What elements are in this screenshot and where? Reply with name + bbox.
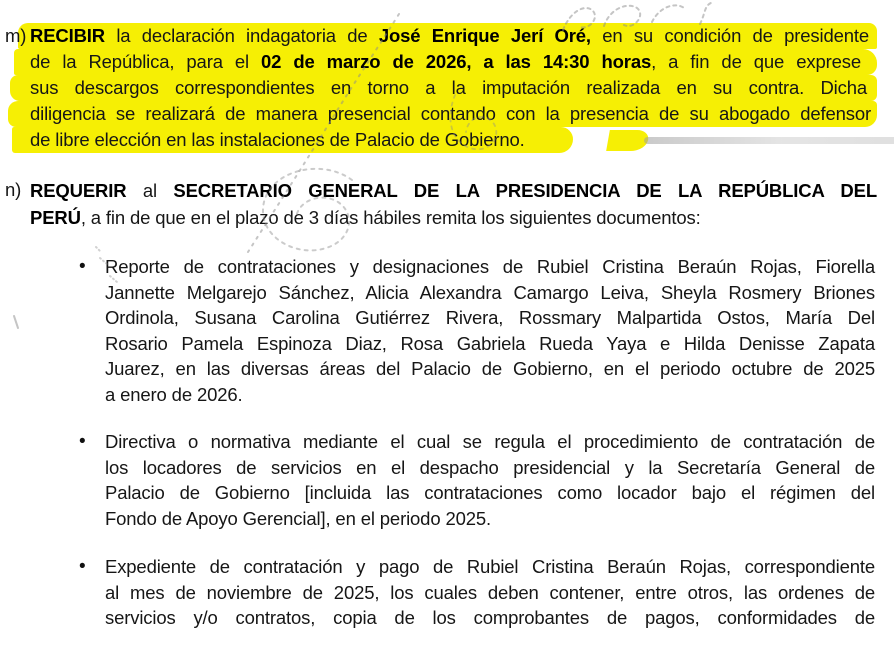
regular-text: Ordinola, Susana Carolina Gutiérrez Rivera, Rossmary Malpartida Ostos, María Del xyxy=(105,307,875,328)
highlight-wrap xyxy=(12,127,573,153)
regular-text: Reporte de contrataciones y designaciones de Rubiel Cristina Beraún Rojas, Fiorella xyxy=(105,256,875,277)
regular-text: Expediente de contratación y pago de Rubiel Cristina Beraún Rojas, correspondiente xyxy=(105,556,875,577)
regular-text: de libre elección en las instalaciones de Palacio de Gobierno. xyxy=(30,129,525,150)
text-line xyxy=(105,455,875,481)
text-line xyxy=(10,75,877,101)
regular-text: Fondo de Apoyo Gerencial], en el periodo 2025. xyxy=(105,507,491,529)
text-line xyxy=(18,23,877,49)
clause-n xyxy=(0,177,894,231)
bold-text: REQUERIR xyxy=(30,180,127,201)
text-line xyxy=(30,204,877,231)
text-line xyxy=(105,280,875,306)
text-line xyxy=(105,480,875,506)
bullet-marker: • xyxy=(79,556,86,577)
text-line xyxy=(30,127,877,153)
text-line xyxy=(14,49,877,75)
regular-text: en su condición de presidente xyxy=(590,25,870,46)
bullet-text xyxy=(105,254,875,407)
text-line xyxy=(30,177,877,204)
bullet-item xyxy=(77,554,875,631)
bullet-marker: • xyxy=(79,256,86,277)
regular-text: Juarez, en las diversas áreas del Palacio de Gobierno, en el periodo octubre de 2025 xyxy=(105,358,875,379)
clause-m xyxy=(0,23,894,153)
text-line xyxy=(105,305,875,331)
bullet-item xyxy=(77,254,875,407)
text-line xyxy=(105,356,875,382)
text-line xyxy=(8,101,877,127)
regular-text: , a fin de que exprese xyxy=(651,51,861,72)
regular-text: los locadores de servicios en el despacho presidencial y la Secretaría General de xyxy=(105,456,875,478)
bold-text: 02 de marzo de 2026, a las 14:30 horas xyxy=(261,51,652,72)
regular-text: de la República, para el xyxy=(30,51,262,72)
text-line xyxy=(105,580,875,606)
text-line xyxy=(105,331,875,357)
clause-label: m) xyxy=(5,25,27,46)
clause-text xyxy=(30,23,877,153)
text-line xyxy=(105,429,875,455)
bold-text: SECRETARIO GENERAL DE LA PRESIDENCIA DE LA REPÚBLICA DEL xyxy=(173,180,877,201)
regular-text: diligencia se realizará de manera presencial contando con la presencia de su abogado defensor xyxy=(30,103,871,124)
clause-label: n) xyxy=(5,179,22,200)
bullet-marker: • xyxy=(79,431,86,452)
regular-text: la declaración indagatoria de xyxy=(116,25,379,46)
text-line xyxy=(105,254,875,280)
bullet-item xyxy=(77,429,875,531)
regular-text: , a fin de que en el plazo de 3 días hábiles remita los siguientes documentos: xyxy=(80,207,701,228)
bold-text: José Enrique Jerí Oré, xyxy=(378,25,591,46)
regular-text: al xyxy=(126,180,174,201)
regular-text: Palacio de Gobierno [incluida las contrataciones como locador bajo el régimen del xyxy=(105,482,875,503)
regular-text: al mes de noviembre de 2025, los cuales deben contener, entre otros, las ordenes de xyxy=(105,581,875,603)
text-line xyxy=(105,554,875,580)
regular-text: Jannette Melgarejo Sánchez, Alicia Alexandra Camargo Leiva, Sheyla Rosmery Briones xyxy=(105,281,875,303)
text-line xyxy=(105,506,875,532)
regular-text: Directiva o normativa mediante el cual se regula el procedimiento de contratación de xyxy=(105,431,875,452)
bold-text: RECIBIR xyxy=(30,25,117,46)
regular-text: servicios y/o contratos, copia de los comprobantes de pagos, conformidades de xyxy=(105,607,875,628)
clause-text xyxy=(30,177,877,231)
regular-text: Rosario Pamela Espinoza Diaz, Rosa Gabriela Rueda Yaya e Hilda Denisse Zapata xyxy=(105,332,875,354)
bullet-text xyxy=(105,554,875,631)
scribble-left-tick xyxy=(14,316,18,328)
bold-text: PERÚ xyxy=(30,207,81,228)
bullet-text xyxy=(105,429,875,531)
regular-text: a enero de 2026. xyxy=(105,383,243,405)
regular-text: sus descargos correspondientes en torno a la imputación realizada en su contra. Dicha xyxy=(30,77,867,98)
text-line xyxy=(105,382,875,408)
text-line xyxy=(105,605,875,631)
